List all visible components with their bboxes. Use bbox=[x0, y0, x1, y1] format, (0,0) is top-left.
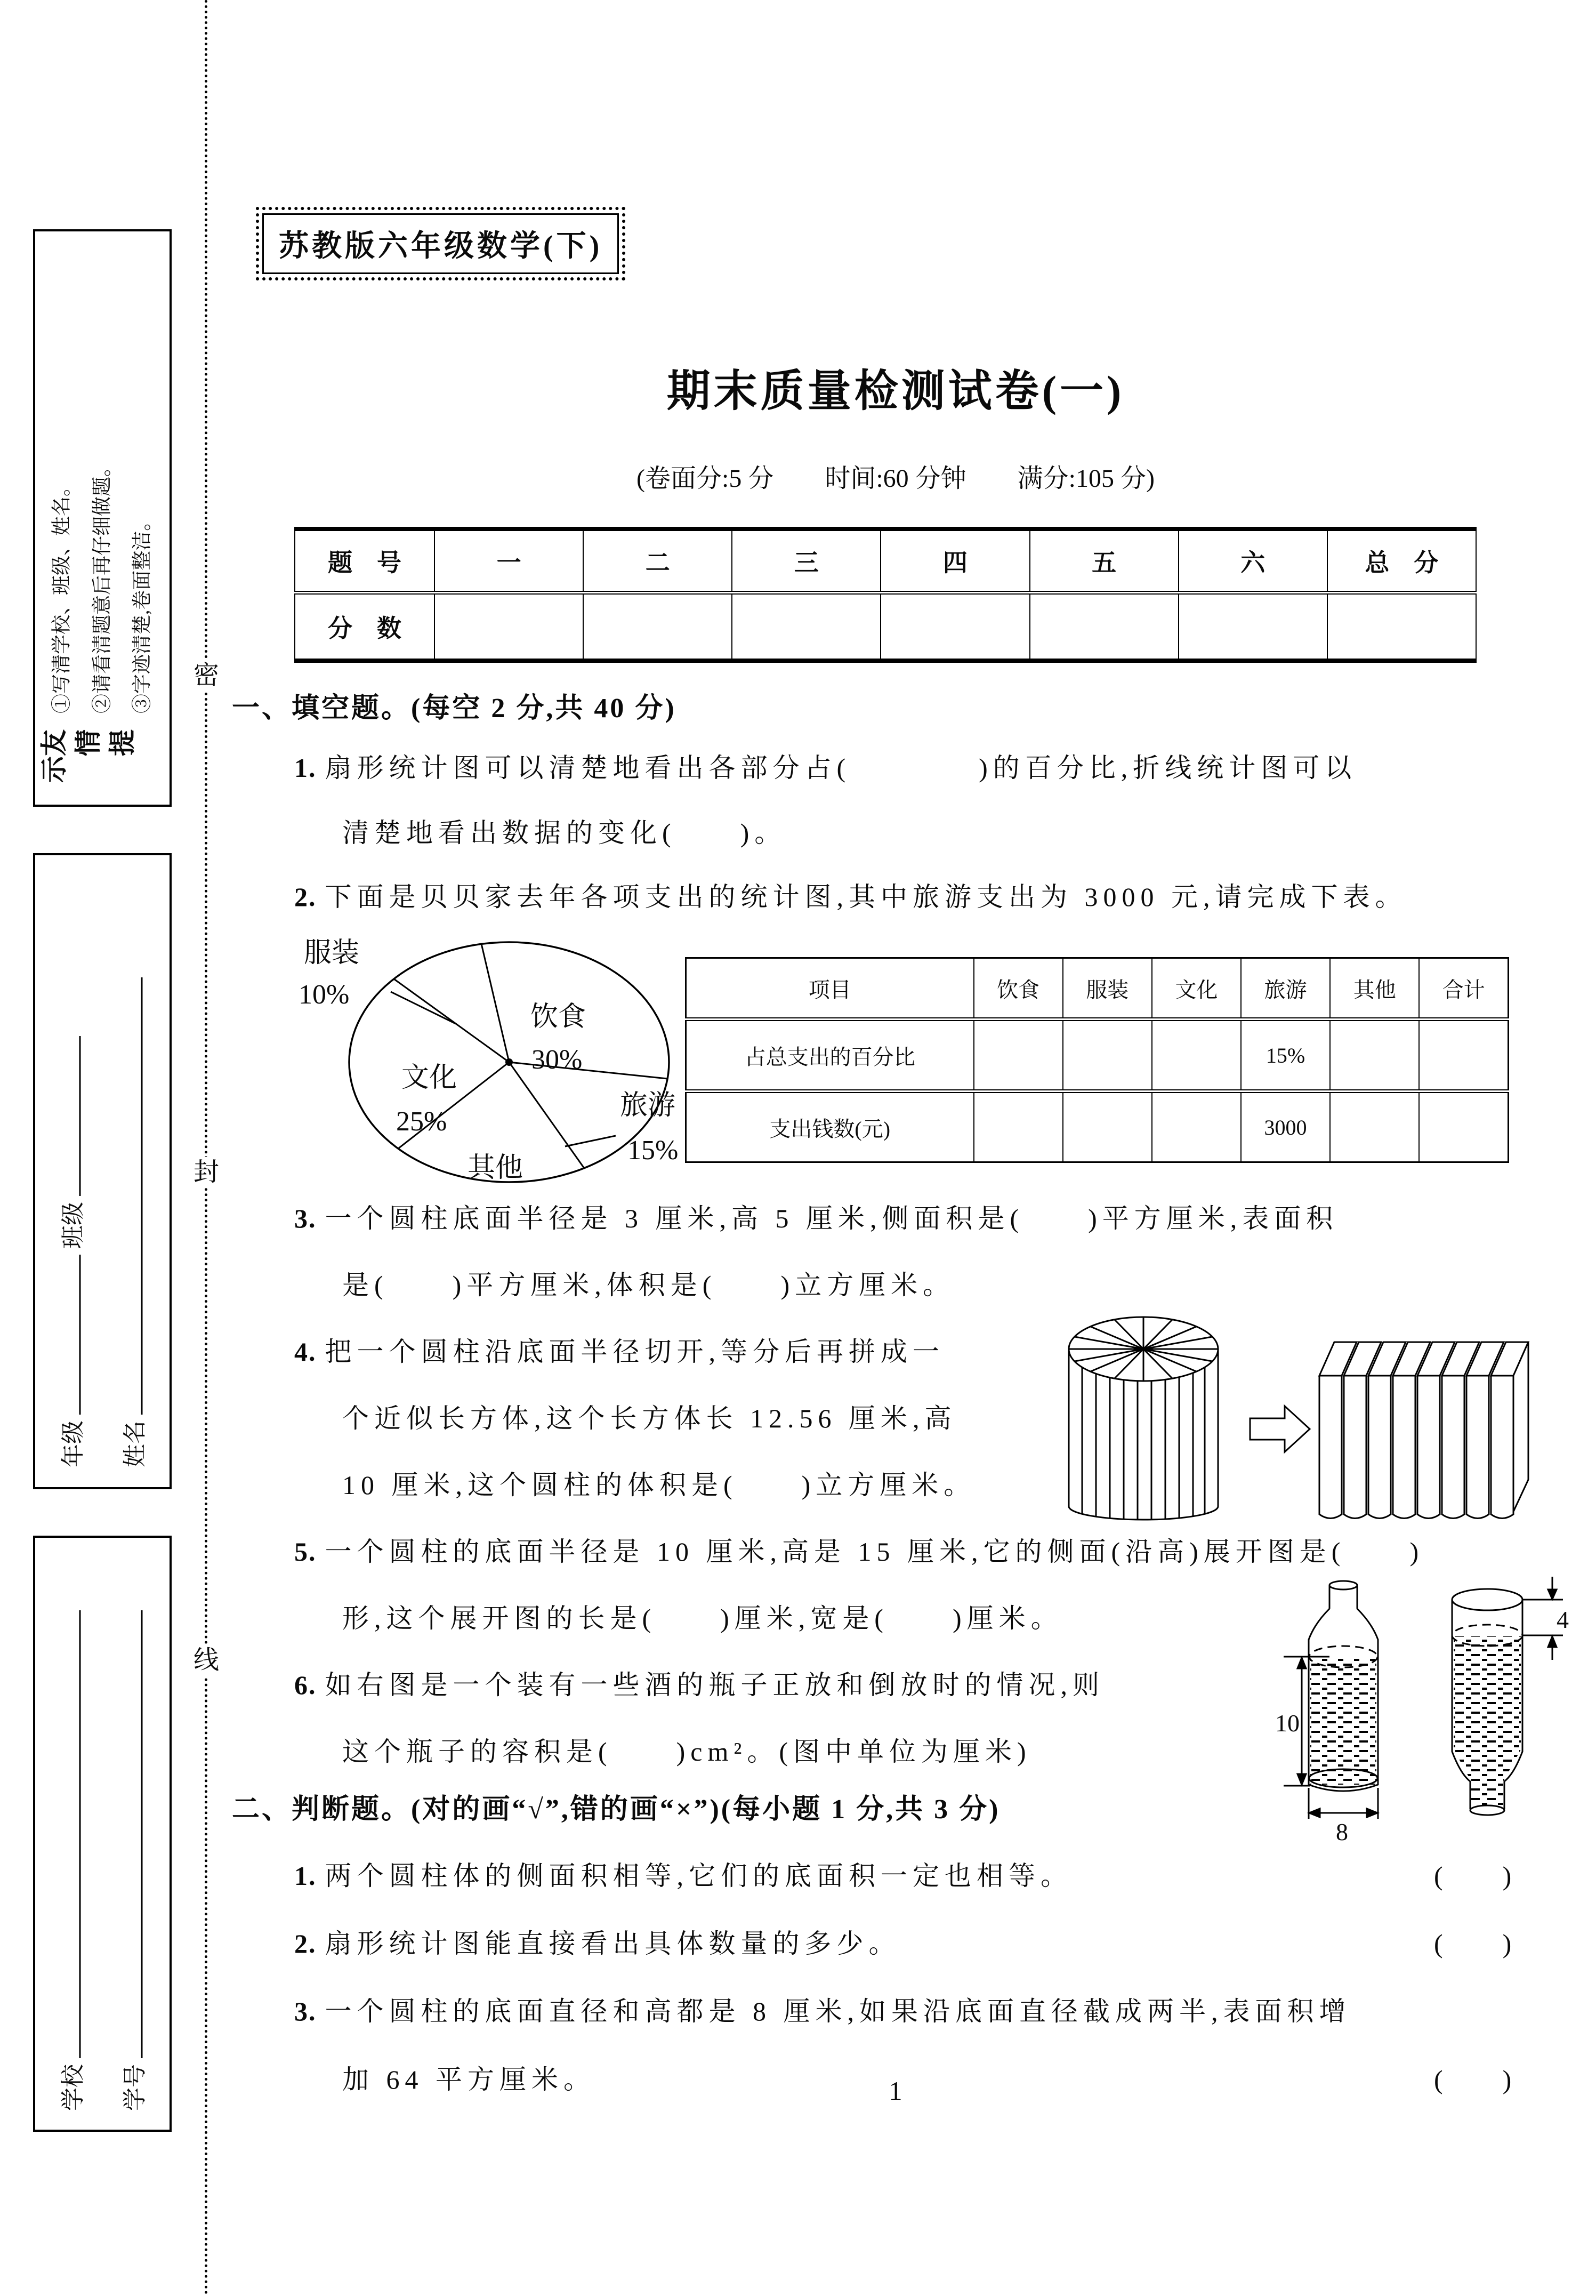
q2-number: 2. bbox=[294, 882, 317, 912]
score-header-cell: 题 号 bbox=[295, 529, 434, 593]
q4-line3: 10 厘米,这个圆柱的体积是( )立方厘米。 bbox=[342, 1470, 976, 1500]
expense-cell bbox=[974, 1091, 1063, 1162]
judge2-answer-paren: ( ) bbox=[1434, 1929, 1514, 1958]
name-line bbox=[116, 876, 150, 1467]
expense-header-cell: 服装 bbox=[1063, 958, 1152, 1019]
expense-pie-chart bbox=[296, 929, 717, 1195]
q3-text1: 一个圆柱底面半径是 3 厘米,高 5 厘米,侧面积是( )平方厘米,表面积 bbox=[325, 1203, 1339, 1233]
judge2-text: 扇形统计图能直接看出具体数量的多少。 bbox=[325, 1929, 901, 1958]
name-blank bbox=[121, 977, 143, 1415]
expense-cell bbox=[1152, 1019, 1241, 1091]
score-row-label: 分 数 bbox=[295, 593, 434, 661]
expense-cell bbox=[1063, 1019, 1152, 1091]
q3-number: 3. bbox=[294, 1203, 317, 1233]
school-label: 学校 bbox=[60, 2064, 86, 2111]
cylinder-body-lines bbox=[1082, 1367, 1205, 1520]
judge1-number: 1. bbox=[294, 1861, 317, 1891]
bottle-upright bbox=[1309, 1581, 1378, 1791]
dim-label-4: 4 bbox=[1557, 1606, 1569, 1633]
slice-pct-culture: 25% bbox=[396, 1106, 447, 1137]
slice-label-culture: 文化 bbox=[401, 1063, 457, 1093]
page-number: 1 bbox=[889, 2076, 902, 2106]
tips-heading: 友情提示 bbox=[39, 729, 142, 786]
grade-class-line bbox=[54, 876, 88, 1467]
sliced-block bbox=[1319, 1342, 1528, 1519]
expense-cell bbox=[1063, 1091, 1152, 1162]
section2-heading: 二、判断题。(对的画“√”,错的画“×”)(每小题 1 分,共 3 分) bbox=[232, 1794, 1001, 1825]
travel-leader-line bbox=[565, 1136, 616, 1146]
q6-number: 6. bbox=[294, 1670, 317, 1700]
inverted-liquid bbox=[1454, 1636, 1521, 1749]
school-line bbox=[54, 1556, 88, 2111]
width-dimension bbox=[1309, 1788, 1378, 1819]
q2-text1: 下面是贝贝家去年各项支出的统计图,其中旅游支出为 3000 元,请完成下表。 bbox=[325, 882, 1407, 912]
score-table-header-row bbox=[295, 529, 1476, 593]
q3-line1 bbox=[294, 1197, 1338, 1235]
q6-line1 bbox=[294, 1664, 1105, 1702]
seal-char-feng: 封 bbox=[187, 1157, 226, 1188]
grade-label: 年级 bbox=[60, 1420, 86, 1467]
cylinder-radial-lines bbox=[1069, 1317, 1218, 1381]
slice-label-food: 饮食 bbox=[530, 1002, 586, 1032]
name-label: 姓名 bbox=[122, 1420, 148, 1467]
edition-badge: 苏教版六年级数学(下) bbox=[262, 213, 619, 274]
expense-header-cell: 饮食 bbox=[974, 958, 1063, 1019]
q4-line1 bbox=[294, 1330, 945, 1369]
judge2-number: 2. bbox=[294, 1929, 317, 1958]
page-title: 期末质量检测试卷(一) bbox=[666, 367, 1125, 415]
tip-item-2: ②请看清题意后再仔细做题。 bbox=[91, 456, 114, 713]
bottle-inverted bbox=[1452, 1589, 1522, 1815]
expense-row-label: 占总支出的百分比 bbox=[686, 1019, 974, 1091]
q1-line1 bbox=[294, 746, 1357, 785]
seal-char-mi: 密 bbox=[187, 660, 226, 691]
judge1-answer-paren: ( ) bbox=[1434, 1861, 1514, 1891]
slice-label-other: 其他 bbox=[467, 1153, 523, 1183]
score-header-cell: 二 bbox=[583, 529, 732, 593]
q4-number: 4. bbox=[294, 1337, 317, 1367]
judge2-line bbox=[294, 1922, 901, 1961]
expense-header-cell: 项目 bbox=[686, 958, 974, 1019]
judge3-text1: 一个圆柱的底面直径和高都是 8 厘米,如果沿底面直径截成两半,表面积增 bbox=[325, 1996, 1351, 2026]
cylinder-cut-figure bbox=[1063, 1309, 1570, 1544]
score-header-cell: 三 bbox=[732, 529, 881, 593]
slice-pct-clothing: 10% bbox=[299, 980, 350, 1010]
expense-cell-travel-money: 3000 bbox=[1241, 1091, 1330, 1162]
score-empty-cell bbox=[583, 593, 732, 661]
score-table-body-row bbox=[295, 593, 1476, 661]
transform-arrow-icon bbox=[1250, 1406, 1310, 1452]
q6-line2: 这个瓶子的容积是( )cm²。(图中单位为厘米) bbox=[342, 1737, 1031, 1767]
expense-cell bbox=[1330, 1091, 1419, 1162]
slice-label-clothing: 服装 bbox=[304, 938, 360, 968]
expense-cell bbox=[1152, 1091, 1241, 1162]
grade-blank bbox=[59, 1255, 81, 1415]
score-empty-cell bbox=[1030, 593, 1179, 661]
bottle-figure bbox=[1275, 1576, 1570, 1845]
q1-line2: 清楚地看出数据的变化( )。 bbox=[342, 818, 787, 848]
judge3-number: 3. bbox=[294, 1996, 317, 2026]
q4-text1: 把一个圆柱沿底面半径切开,等分后再拼成一 bbox=[325, 1337, 945, 1367]
score-header-cell: 四 bbox=[881, 529, 1029, 593]
sidebar-school-box bbox=[33, 1536, 172, 2132]
tip-item-1: ①写清学校、班级、姓名。 bbox=[51, 476, 73, 713]
score-empty-cell bbox=[1327, 593, 1476, 661]
q5-text1: 一个圆柱的底面半径是 10 厘米,高是 15 厘米,它的侧面(沿高)展开图是( ) bbox=[325, 1537, 1424, 1567]
expense-money-row bbox=[686, 1091, 1509, 1162]
cylinder-bottom-arc bbox=[1069, 1506, 1218, 1520]
dim-label-8: 8 bbox=[1336, 1818, 1348, 1845]
judge3-line2: 加 64 平方厘米。 bbox=[342, 2065, 595, 2094]
slice-label-travel: 旅游 bbox=[620, 1090, 676, 1121]
score-header-cell: 一 bbox=[434, 529, 583, 593]
exam-subtitle: (卷面分:5 分 时间:60 分钟 满分:105 分) bbox=[636, 464, 1155, 493]
expense-percent-row bbox=[686, 1019, 1509, 1091]
q5-line1 bbox=[294, 1530, 1424, 1569]
section1-heading: 一、填空题。(每空 2 分,共 40 分) bbox=[232, 693, 676, 724]
q1-text1: 扇形统计图可以清楚地看出各部分占( )的百分比,折线统计图可以 bbox=[325, 753, 1357, 783]
sidebar-class-box bbox=[33, 853, 172, 1489]
expense-row-label: 支出钱数(元) bbox=[686, 1091, 974, 1162]
expense-header-cell: 其他 bbox=[1330, 958, 1419, 1019]
judge3-line1 bbox=[294, 1990, 1351, 2028]
expense-cell bbox=[974, 1019, 1063, 1091]
q3-line2: 是( )平方厘米,体积是( )立方厘米。 bbox=[342, 1270, 955, 1300]
judge1-line bbox=[294, 1855, 1073, 1893]
tip-item-3: ③字迹清楚,卷面整洁。 bbox=[131, 511, 154, 713]
slice-pct-food: 30% bbox=[531, 1045, 583, 1075]
q1-number: 1. bbox=[294, 753, 317, 783]
score-header-cell: 总 分 bbox=[1327, 529, 1476, 593]
student-id-line bbox=[116, 1556, 150, 2111]
upright-liquid bbox=[1310, 1658, 1376, 1785]
school-fields bbox=[40, 1556, 165, 2111]
judge3-answer-paren: ( ) bbox=[1434, 2065, 1514, 2094]
pie-center-dot bbox=[505, 1058, 513, 1066]
q4-line2: 个近似长方体,这个长方体长 12.56 厘米,高 bbox=[342, 1403, 957, 1433]
seal-dotted-line bbox=[205, 0, 207, 2296]
slice-pct-travel: 15% bbox=[627, 1135, 679, 1166]
sidebar-tips-box bbox=[33, 229, 172, 807]
school-blank bbox=[59, 1610, 81, 2058]
score-empty-cell bbox=[1179, 593, 1327, 661]
expense-header-cell: 文化 bbox=[1152, 958, 1241, 1019]
score-table bbox=[294, 527, 1477, 663]
seal-char-xian: 线 bbox=[187, 1645, 226, 1676]
score-empty-cell bbox=[732, 593, 881, 661]
class-blank bbox=[59, 1036, 81, 1196]
score-empty-cell bbox=[881, 593, 1029, 661]
q6-text1: 如右图是一个装有一些酒的瓶子正放和倒放时的情况,则 bbox=[325, 1670, 1105, 1700]
q5-number: 5. bbox=[294, 1537, 317, 1567]
expense-cell bbox=[1419, 1019, 1508, 1091]
tips-list bbox=[42, 457, 163, 713]
expense-table bbox=[685, 957, 1509, 1163]
q2-line1 bbox=[294, 876, 1407, 914]
tips-content bbox=[40, 252, 165, 785]
score-empty-cell bbox=[434, 593, 583, 661]
class-label: 班级 bbox=[60, 1201, 86, 1249]
expense-cell bbox=[1419, 1091, 1508, 1162]
expense-header-cell: 合计 bbox=[1419, 958, 1508, 1019]
expense-header-cell: 旅游 bbox=[1241, 958, 1330, 1019]
student-id-label: 学号 bbox=[122, 2064, 148, 2111]
dim-label-10: 10 bbox=[1275, 1709, 1300, 1737]
clothing-leader-line bbox=[391, 992, 456, 1024]
expense-cell-travel-pct: 15% bbox=[1241, 1019, 1330, 1091]
score-header-cell: 五 bbox=[1030, 529, 1179, 593]
q5-line2: 形,这个展开图的长是( )厘米,宽是( )厘米。 bbox=[342, 1603, 1063, 1633]
expense-table-header bbox=[686, 958, 1509, 1019]
judge1-text: 两个圆柱体的侧面积相等,它们的底面积一定也相等。 bbox=[325, 1861, 1073, 1891]
student-id-blank bbox=[121, 1610, 143, 2058]
score-header-cell: 六 bbox=[1179, 529, 1327, 593]
expense-cell bbox=[1330, 1019, 1419, 1091]
class-fields bbox=[40, 876, 165, 1467]
